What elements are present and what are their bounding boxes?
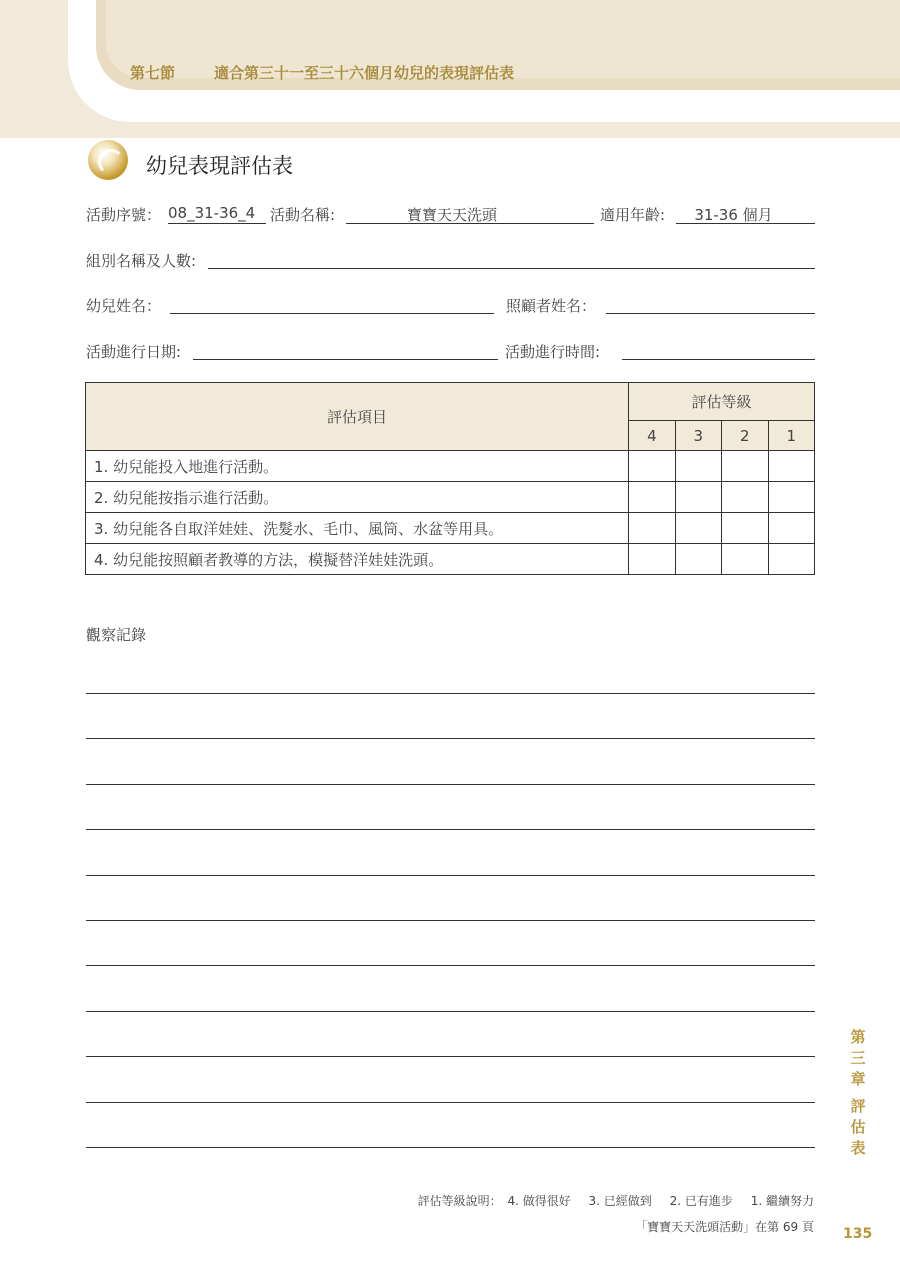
item-text: 4. 幼兒能按照顧者教導的方法，模擬替洋娃娃洗頭。 <box>86 544 629 575</box>
activity-no-field[interactable]: 08_31-36_4 <box>168 204 266 224</box>
side-tab-char: 第 <box>850 1028 866 1046</box>
grade-checkbox[interactable] <box>722 451 768 482</box>
side-tab-char: 三 <box>850 1049 866 1067</box>
table-row <box>86 513 815 544</box>
observation-line[interactable] <box>86 829 815 830</box>
grade-2-header: 2 <box>722 421 768 451</box>
observation-title: 觀察記錄 <box>86 626 147 644</box>
grade-legend <box>418 1192 814 1209</box>
title-emblem-icon <box>88 140 128 180</box>
grade-checkbox[interactable] <box>675 513 721 544</box>
page-reference: 「寶寶天天洗頭活動」在第 69 頁 <box>635 1220 814 1234</box>
grade-checkbox[interactable] <box>675 482 721 513</box>
grade-checkbox[interactable] <box>722 482 768 513</box>
grade-checkbox[interactable] <box>629 544 675 575</box>
caregiver-field[interactable] <box>606 294 815 314</box>
item-header: 評估項目 <box>86 383 629 451</box>
page-title: 幼兒表現評估表 <box>146 154 293 178</box>
observation-line[interactable] <box>86 1102 815 1103</box>
caregiver-label: 照顧者姓名： <box>506 297 597 315</box>
legend-item: 3. 已經做到 <box>588 1194 652 1208</box>
side-tab-chapter <box>848 1027 868 1090</box>
grade-checkbox[interactable] <box>722 513 768 544</box>
grade-1-header: 1 <box>768 421 814 451</box>
table-row <box>86 451 815 482</box>
date-label: 活動進行日期: <box>86 343 182 361</box>
activity-no-label: 活動序號： <box>86 206 162 224</box>
side-tab-char: 估 <box>850 1118 866 1136</box>
observation-line[interactable] <box>86 693 815 694</box>
grade-checkbox[interactable] <box>675 544 721 575</box>
grade-checkbox[interactable] <box>675 451 721 482</box>
activity-name-label: 活動名稱: <box>270 206 336 224</box>
legend-label: 評估等級說明： <box>417 1194 502 1208</box>
legend-item: 1. 繼續努力 <box>750 1194 814 1208</box>
group-label: 組別名稱及人數: <box>86 252 197 270</box>
header-title: 適合第三十一至三十六個月幼兒的表現評估表 <box>214 64 515 82</box>
grade-checkbox[interactable] <box>629 451 675 482</box>
age-field[interactable] <box>676 204 815 224</box>
side-tab-char: 評 <box>850 1097 866 1115</box>
evaluation-table <box>85 382 815 575</box>
grade-checkbox[interactable] <box>629 482 675 513</box>
item-text: 3. 幼兒能各自取洋娃娃、洗髮水、毛巾、風筒、水盆等用具。 <box>86 513 629 544</box>
time-label: 活動進行時間: <box>505 343 601 361</box>
grade-checkbox[interactable] <box>768 544 814 575</box>
legend-item: 2. 已有進步 <box>669 1194 733 1208</box>
age-value: 31-36 個月 <box>694 206 773 224</box>
activity-name-value: 寶寶天天洗頭 <box>406 206 497 224</box>
observation-line[interactable] <box>86 738 815 739</box>
age-label: 適用年齡: <box>600 206 666 224</box>
observation-line[interactable] <box>86 920 815 921</box>
observation-line[interactable] <box>86 1147 815 1148</box>
table-row <box>86 482 815 513</box>
side-tab-char: 表 <box>850 1139 866 1157</box>
grade-checkbox[interactable] <box>722 544 768 575</box>
page-number: 135 <box>843 1226 873 1242</box>
observation-line[interactable] <box>86 784 815 785</box>
activity-name-field[interactable] <box>346 204 594 224</box>
date-field[interactable] <box>193 340 498 360</box>
group-field[interactable] <box>208 249 815 269</box>
grade-checkbox[interactable] <box>768 513 814 544</box>
grade-4-header: 4 <box>629 421 675 451</box>
observation-line[interactable] <box>86 875 815 876</box>
item-text: 2. 幼兒能按指示進行活動。 <box>86 482 629 513</box>
grade-checkbox[interactable] <box>768 451 814 482</box>
grade-checkbox[interactable] <box>768 482 814 513</box>
observation-line[interactable] <box>86 965 815 966</box>
child-name-field[interactable] <box>170 294 494 314</box>
grade-header: 評估等級 <box>629 383 815 421</box>
time-field[interactable] <box>622 340 815 360</box>
item-text: 1. 幼兒能投入地進行活動。 <box>86 451 629 482</box>
legend-item: 4. 做得很好 <box>507 1194 571 1208</box>
header-section: 第七節 <box>130 64 176 82</box>
grade-checkbox[interactable] <box>629 513 675 544</box>
table-row <box>86 544 815 575</box>
observation-line[interactable] <box>86 1011 815 1012</box>
grade-3-header: 3 <box>675 421 721 451</box>
side-tab-char: 章 <box>850 1070 866 1088</box>
observation-line[interactable] <box>86 1056 815 1057</box>
child-name-label: 幼兒姓名： <box>86 297 162 315</box>
side-tab-name <box>848 1096 868 1159</box>
